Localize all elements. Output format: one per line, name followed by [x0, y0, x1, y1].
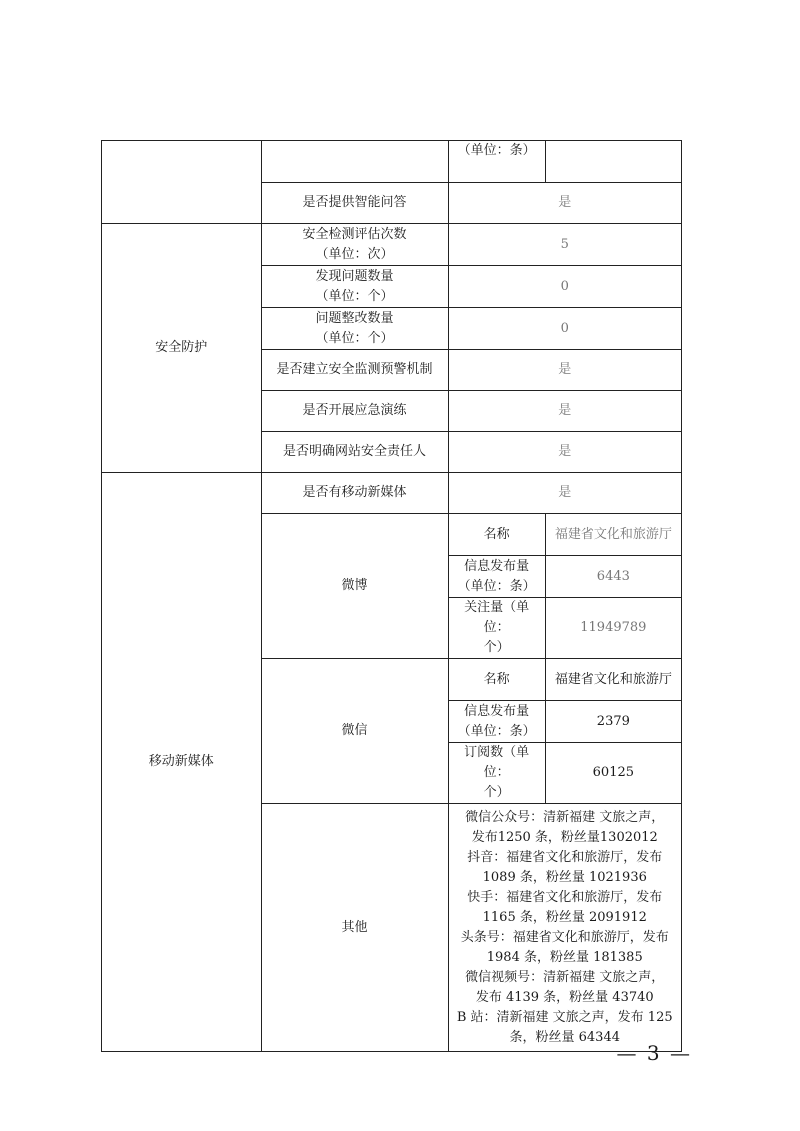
- other-line: 快手：福建省文化和旅游厅，发布: [467, 889, 663, 905]
- issues-found-label-line2: （单位：个）: [315, 288, 394, 304]
- other-line: 1089 条，粉丝量 1021936: [482, 869, 647, 885]
- unit-cell: （单位：条）: [448, 141, 545, 183]
- other-line: 发布 4139 条，粉丝量 43740: [475, 989, 654, 1005]
- responsible-person-label: 是否明确网站安全责任人: [261, 432, 448, 473]
- report-table: [101, 140, 682, 1052]
- other-line: 微信视频号：清新福建 文旅之声，: [465, 969, 665, 985]
- issues-found-label-line1: 发现问题数量: [315, 268, 394, 284]
- other-line: 1984 条，粉丝量 181385: [486, 949, 643, 965]
- smart-qa-label: 是否提供智能问答: [261, 183, 448, 224]
- issues-found-label: [261, 266, 448, 308]
- wechat-name-label: 名称: [448, 659, 545, 701]
- other-line: 1165 条，粉丝量 2091912: [482, 909, 647, 925]
- weibo-follow-label: [448, 598, 545, 659]
- weibo-posts-label-line1: 信息发布量: [464, 558, 530, 574]
- eval-count-label: [261, 224, 448, 266]
- issues-fixed-value: 0: [448, 308, 682, 350]
- security-category: 安全防护: [102, 224, 262, 473]
- weibo-posts-value: 6443: [545, 556, 681, 598]
- other-label: 其他: [261, 804, 448, 1052]
- weibo-follow-label-line1: 关注量（单位：: [464, 600, 530, 635]
- wechat-posts-label-line1: 信息发布量: [464, 703, 530, 719]
- eval-count-label-line2: （单位：次）: [315, 246, 394, 262]
- value-cell-empty: [545, 141, 681, 183]
- other-line: 头条号：福建省文化和旅游厅，发布: [460, 929, 669, 945]
- emergency-drill-label: 是否开展应急演练: [261, 391, 448, 432]
- eval-count-value: 5: [448, 224, 682, 266]
- weibo-label: 微博: [261, 514, 448, 659]
- issues-fixed-label-line1: 问题整改数量: [315, 310, 394, 326]
- other-line: 条，粉丝量 64344: [509, 1029, 620, 1045]
- table-row: [102, 141, 682, 183]
- weibo-name-value: 福建省文化和旅游厅: [545, 514, 681, 556]
- other-line: 微信公众号：清新福建 文旅之声，: [465, 809, 665, 825]
- wechat-posts-label-line2: （单位：条）: [457, 723, 536, 739]
- mobile-category: 移动新媒体: [102, 473, 262, 1052]
- wechat-sub-label: [448, 743, 545, 804]
- wechat-posts-value: 2379: [545, 701, 681, 743]
- table-row: [102, 224, 682, 266]
- emergency-drill-value: 是: [448, 391, 682, 432]
- responsible-person-value: 是: [448, 432, 682, 473]
- page-number: — 3 —: [616, 1041, 692, 1065]
- weibo-name-label: 名称: [448, 514, 545, 556]
- wechat-sub-value: 60125: [545, 743, 681, 804]
- eval-count-label-line1: 安全检测评估次数: [302, 226, 407, 242]
- wechat-name-value: 福建省文化和旅游厅: [545, 659, 681, 701]
- issues-found-value: 0: [448, 266, 682, 308]
- wechat-label: 微信: [261, 659, 448, 804]
- has-mobile-value: 是: [448, 473, 682, 514]
- wechat-posts-label: [448, 701, 545, 743]
- weibo-follow-value: 11949789: [545, 598, 681, 659]
- other-line: B 站：清新福建 文旅之声，发布 125: [456, 1009, 673, 1025]
- smart-qa-value: 是: [448, 183, 682, 224]
- wechat-sub-label-line1: 订阅数（单位：: [464, 745, 530, 780]
- weibo-posts-label-line2: （单位：条）: [457, 578, 536, 594]
- wechat-sub-label-line2: 个）: [483, 785, 510, 800]
- warning-mechanism-value: 是: [448, 350, 682, 391]
- other-details: [448, 804, 682, 1052]
- other-line: 抖音：福建省文化和旅游厅，发布: [467, 849, 663, 865]
- weibo-follow-label-line2: 个）: [483, 640, 510, 655]
- table-row: [102, 473, 682, 514]
- other-line: 发布1250 条，粉丝量1302012: [471, 829, 658, 845]
- has-mobile-label: 是否有移动新媒体: [261, 473, 448, 514]
- category-cell-empty: [102, 141, 262, 224]
- weibo-posts-label: [448, 556, 545, 598]
- warning-mechanism-label: 是否建立安全监测预警机制: [261, 350, 448, 391]
- issues-fixed-label-line2: （单位：个）: [315, 330, 394, 346]
- label-cell-empty: [261, 141, 448, 183]
- issues-fixed-label: [261, 308, 448, 350]
